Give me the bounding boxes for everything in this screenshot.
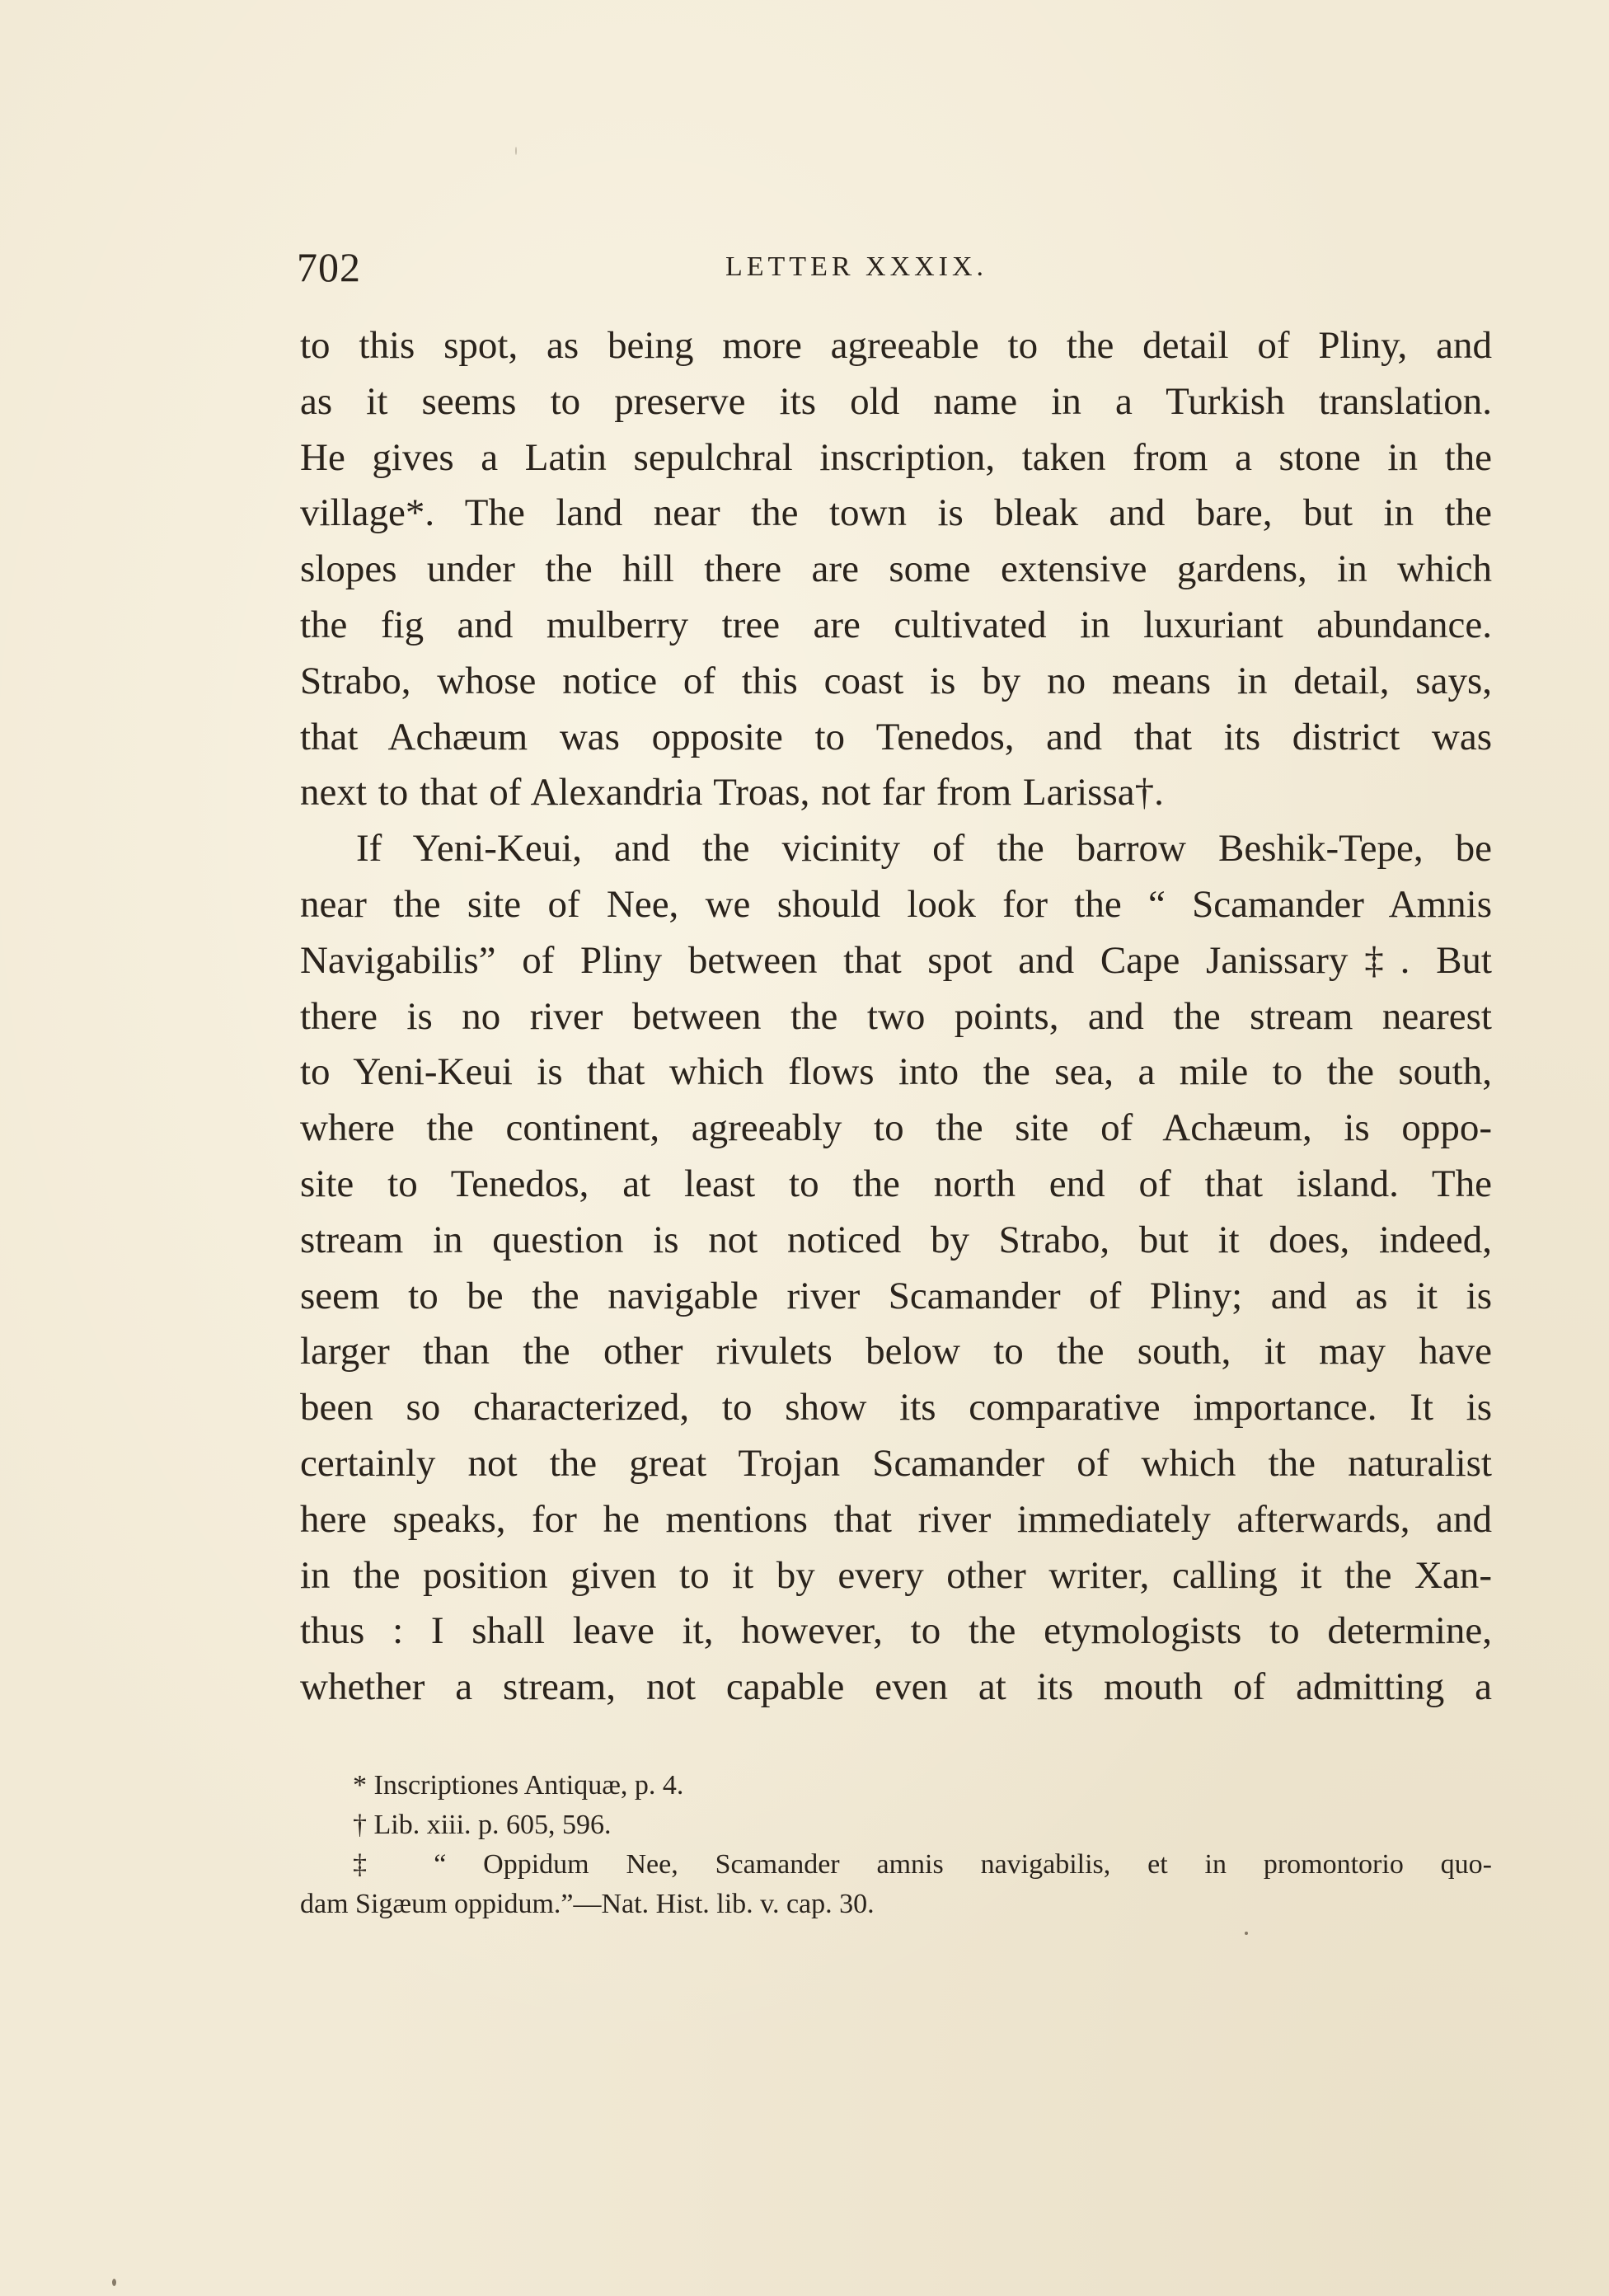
text-line: here speaks, for he mentions that river immediately afterwards, and bbox=[300, 1497, 1492, 1541]
text-line: village*. The land near the town is bleak and bare, but in the bbox=[300, 491, 1492, 535]
text-line: near the site of Nee, we should look for the “ Scamander Amnis bbox=[300, 882, 1492, 926]
text-line: certainly not the great Trojan Scamander of which the naturalist bbox=[300, 1441, 1492, 1485]
footnote-3-continued: dam Sigæum oppidum.”—Nat. Hist. lib. v. cap. 30. bbox=[300, 1889, 875, 1919]
running-head: LETTER XXXIX. bbox=[725, 251, 988, 282]
text-line: there is no river between the two points, and the stream nearest bbox=[300, 994, 1492, 1038]
text-line: to Yeni-Keui is that which flows into the sea, a mile to the south, bbox=[300, 1050, 1492, 1094]
page-number: 702 bbox=[297, 244, 361, 290]
text-line: larger than the other rivulets below to the south, it may have bbox=[300, 1330, 1492, 1373]
text-line: He gives a Latin sepulchral inscription, taken from a stone in the bbox=[300, 435, 1492, 479]
text-line: stream in question is not noticed by Strabo, but it does, indeed, bbox=[300, 1218, 1492, 1261]
page-header bbox=[297, 242, 1494, 292]
text-line: site to Tenedos, at least to the north end of that island. The bbox=[300, 1162, 1492, 1205]
footnote-2: † Lib. xiii. p. 605, 596. bbox=[353, 1810, 612, 1840]
paper-speck bbox=[515, 147, 517, 155]
text-line: If Yeni-Keui, and the vicinity of the barrow Beshik-Tepe, be bbox=[356, 827, 1492, 871]
footnote-1: * Inscriptiones Antiquæ, p. 4. bbox=[353, 1770, 684, 1801]
text-line: in the position given to it by every other writer, calling it the Xan- bbox=[300, 1553, 1492, 1597]
text-line: where the continent, agreeably to the site of Achæum, is oppo- bbox=[300, 1106, 1492, 1150]
text-line: been so characterized, to show its comparative importance. It is bbox=[300, 1386, 1492, 1430]
paper-speck bbox=[112, 2279, 116, 2286]
footnote-3: ‡ “ Oppidum Nee, Scamander amnis navigabilis, et in promontorio quo- bbox=[353, 1849, 1492, 1880]
text-line: the fig and mulberry tree are cultivated in luxuriant abundance. bbox=[300, 603, 1492, 646]
paper-speck bbox=[1245, 1932, 1248, 1935]
text-line: Navigabilis” of Pliny between that spot and Cape Janissary‡. But bbox=[300, 938, 1492, 982]
body-text bbox=[300, 318, 1492, 1716]
text-line: seem to be the navigable river Scamander of Pliny; and as it is bbox=[300, 1274, 1492, 1317]
text-line: to this spot, as being more agreeable to the detail of Pliny, and bbox=[300, 324, 1492, 367]
text-line: thus : I shall leave it, however, to the etymologists to determine, bbox=[300, 1609, 1492, 1653]
text-line: Strabo, whose notice of this coast is by no means in detail, says, bbox=[300, 659, 1492, 702]
text-line: slopes under the hill there are some extensive gardens, in which bbox=[300, 547, 1492, 591]
text-line: as it seems to preserve its old name in a Turkish translation. bbox=[300, 379, 1492, 423]
text-line: whether a stream, not capable even at its mouth of admitting a bbox=[300, 1665, 1492, 1709]
footnotes bbox=[300, 1766, 1492, 1924]
text-line: that Achæum was opposite to Tenedos, and that its district was bbox=[300, 715, 1492, 758]
text-line: next to that of Alexandria Troas, not far from Larissa†. bbox=[300, 771, 1164, 815]
